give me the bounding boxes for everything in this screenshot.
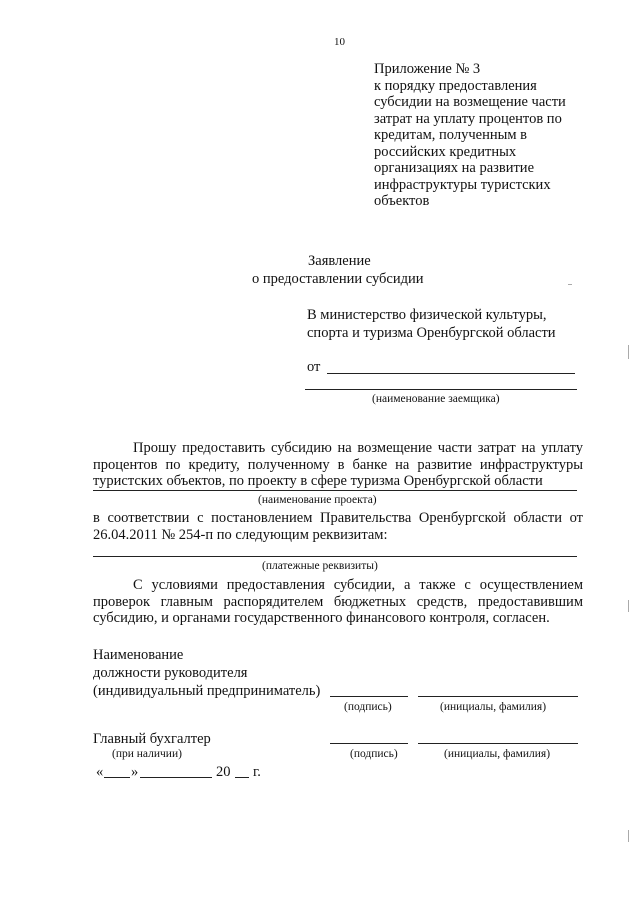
project-caption: (наименование проекта)	[258, 494, 377, 506]
request-line: туристских объектов, по проекту в сфере туризма Оренбургской области	[93, 473, 543, 489]
date-day-line[interactable]	[104, 777, 130, 778]
scan-edge-mark	[628, 600, 629, 612]
appendix-line: Приложение № 3	[374, 61, 481, 77]
accountant-note: (при наличии)	[112, 748, 182, 760]
payment-details-line[interactable]	[93, 556, 577, 557]
head-position-label: должности руководителя	[93, 665, 248, 681]
scan-speck	[568, 284, 572, 285]
appendix-block	[374, 61, 604, 210]
appendix-line: затрат на уплату процентов по	[374, 110, 562, 127]
accountant-name-caption: (инициалы, фамилия)	[444, 748, 551, 760]
appendix-line: субсидии на возмещение части	[374, 94, 566, 110]
request-line: процентов по кредиту, полученному в банке на развитие инфраструктуры	[93, 456, 583, 473]
borrower-name-line[interactable]	[327, 373, 575, 374]
appendix-line: объектов	[374, 193, 430, 209]
request-line: Прошу предоставить субсидию на возмещение части затрат на уплату	[133, 440, 583, 456]
scan-edge-mark	[628, 345, 629, 359]
date-close-quote: »	[131, 764, 139, 780]
document-subtitle: о предоставлении субсидии	[252, 271, 424, 287]
addressee-line: В министерство физической культуры,	[307, 307, 547, 323]
payment-caption: (платежные реквизиты)	[262, 560, 378, 572]
borrower-name-line-2[interactable]	[305, 389, 577, 390]
head-position-label: Наименование	[93, 647, 184, 663]
appendix-line: организациях на развитие	[374, 160, 535, 176]
head-position-label: (индивидуальный предприниматель)	[93, 683, 321, 699]
decree-line: 26.04.2011 № 254-п по следующим реквизитам:	[93, 526, 388, 543]
consent-line: проверок главным распорядителем бюджетных средств, предоставившим	[93, 593, 583, 610]
appendix-line: к порядку предоставления	[374, 77, 537, 94]
consent-line: С условиями предоставления субсидии, а также с осуществлением	[133, 577, 583, 593]
document-title: Заявление	[308, 253, 371, 269]
date-year-line[interactable]	[235, 777, 249, 778]
accountant-signature-caption: (подпись)	[350, 748, 398, 760]
date-open-quote: «	[96, 764, 104, 780]
decree-paragraph	[93, 510, 583, 543]
project-name-line[interactable]	[93, 490, 577, 491]
accountant-signature-line[interactable]	[330, 743, 408, 744]
decree-line: в соответствии с постановлением Правительства Оренбургской области от	[93, 510, 583, 526]
borrower-caption: (наименование заемщика)	[372, 393, 500, 405]
request-paragraph	[93, 440, 583, 490]
head-signature-caption: (подпись)	[344, 701, 392, 713]
consent-paragraph	[93, 577, 583, 627]
consent-line: субсидию, и органами государственного финансового контроля, согласен.	[93, 610, 550, 626]
appendix-line: кредитам, полученным в	[374, 127, 527, 143]
appendix-line: инфраструктуры туристских	[374, 176, 551, 193]
date-year-suffix: г.	[253, 764, 261, 780]
scan-edge-mark	[628, 830, 629, 842]
accountant-label: Главный бухгалтер	[93, 731, 211, 747]
head-name-line[interactable]	[418, 696, 578, 697]
head-name-caption: (инициалы, фамилия)	[440, 701, 547, 713]
addressee-line: спорта и туризма Оренбургской области	[307, 325, 556, 341]
date-month-line[interactable]	[140, 777, 212, 778]
date-year-prefix: 20	[216, 764, 231, 780]
accountant-name-line[interactable]	[418, 743, 578, 744]
page-number: 10	[334, 36, 345, 48]
appendix-line: российских кредитных	[374, 143, 517, 160]
head-signature-line[interactable]	[330, 696, 408, 697]
from-label: от	[307, 359, 321, 375]
